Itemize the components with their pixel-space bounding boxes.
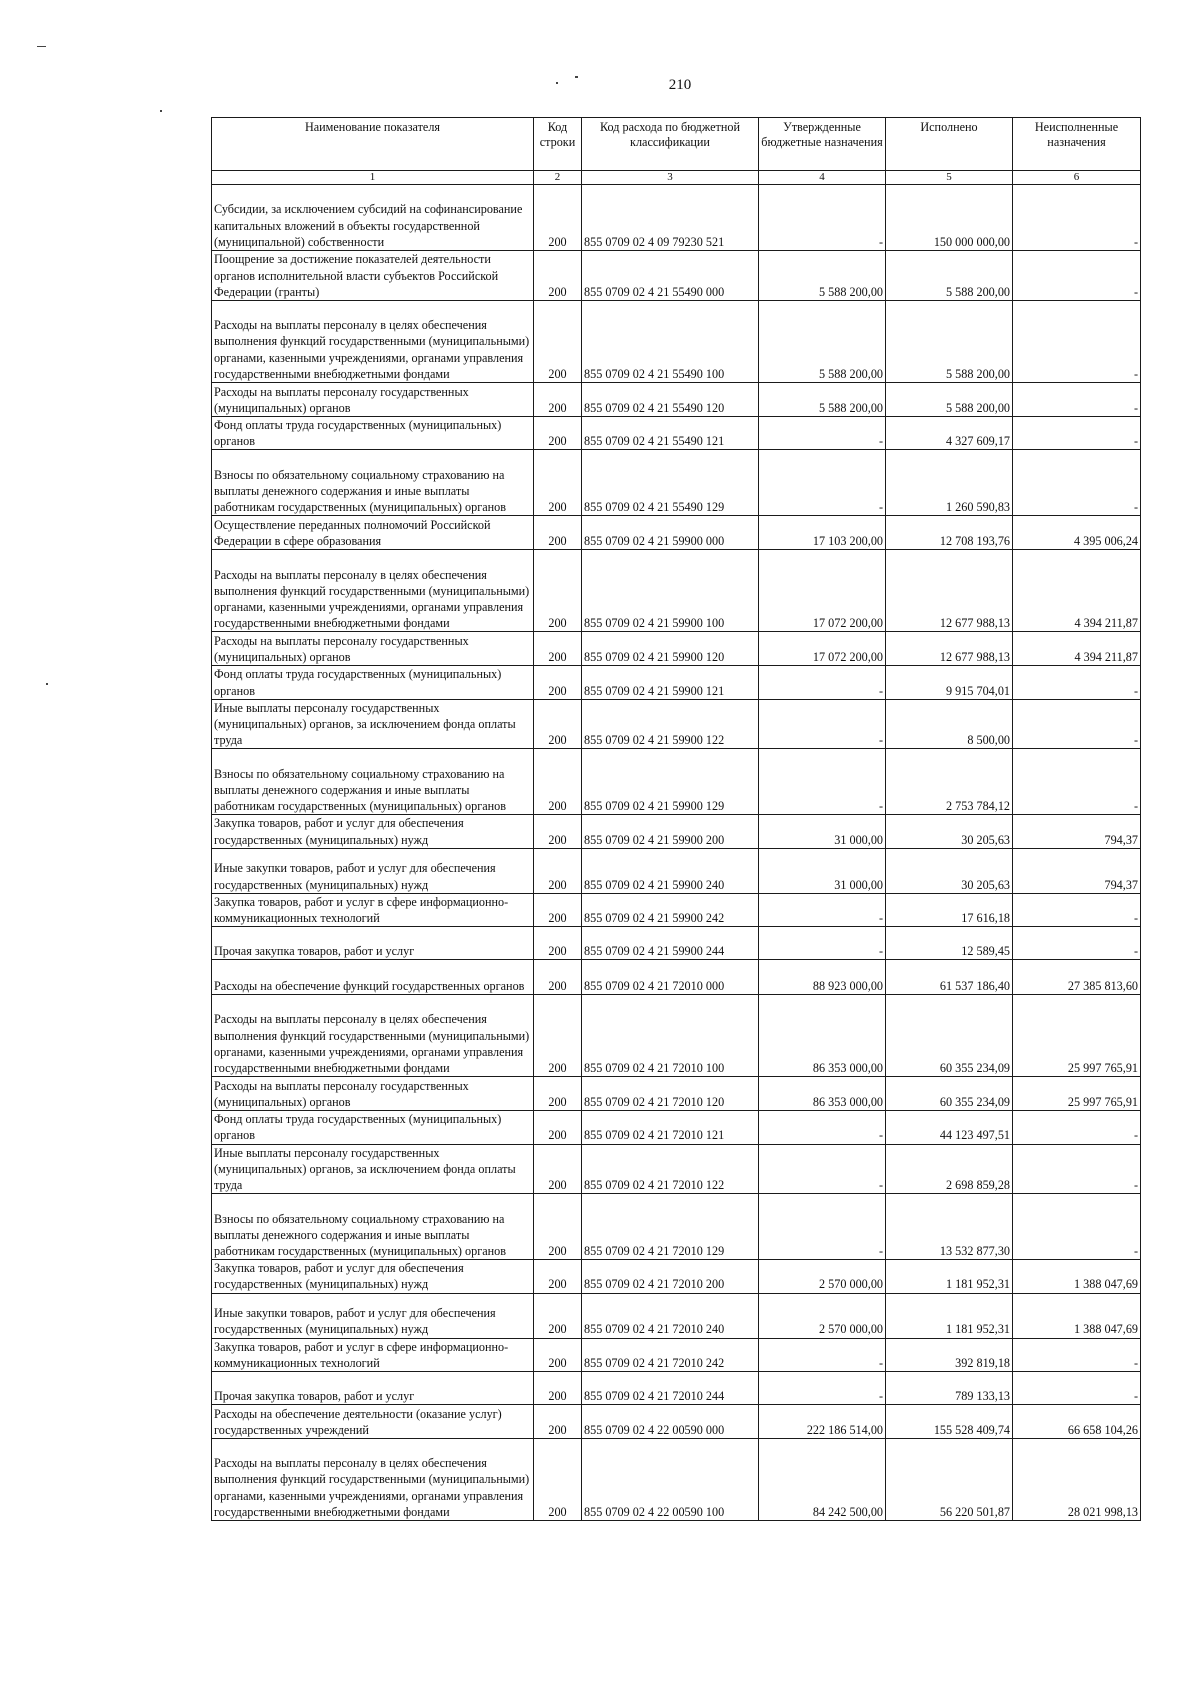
row-line-code: 200 xyxy=(534,1405,582,1439)
table-body xyxy=(212,185,1141,1521)
table-row xyxy=(212,749,1141,815)
header-name: Наименование показателя xyxy=(212,118,534,171)
row-executed-amount: 12 589,45 xyxy=(886,927,1013,960)
header-unexecuted: Неисполненные назначения xyxy=(1013,118,1141,171)
row-unexecuted-amount: 4 395 006,24 xyxy=(1013,516,1141,550)
row-name: Осуществление переданных полномочий Российской Федерации в сфере образования xyxy=(212,516,534,550)
row-line-code: 200 xyxy=(534,516,582,550)
row-approved-amount: - xyxy=(759,1338,886,1371)
row-name: Расходы на выплаты персоналу государственных (муниципальных) органов xyxy=(212,383,534,417)
row-classification-code: 855 0709 02 4 21 59900 122 xyxy=(582,699,759,749)
row-classification-code: 855 0709 02 4 21 72010 120 xyxy=(582,1077,759,1111)
row-executed-amount: 12 677 988,13 xyxy=(886,550,1013,632)
row-line-code: 200 xyxy=(534,550,582,632)
row-classification-code: 855 0709 02 4 21 72010 129 xyxy=(582,1194,759,1260)
row-executed-amount: 12 708 193,76 xyxy=(886,516,1013,550)
row-name: Субсидии, за исключением субсидий на софинансирование капитальных вложений в объекты государственной (муниципальной) собственности xyxy=(212,185,534,251)
row-name: Взносы по обязательному социальному страхованию на выплаты денежного содержания и иные выплаты работникам государственных (муниципальных) органов xyxy=(212,1194,534,1260)
table-row xyxy=(212,699,1141,749)
column-number: 2 xyxy=(534,171,582,185)
row-name: Расходы на выплаты персоналу в целях обеспечения выполнения функций государственными (муниципальными) органами, казенными учреждениями, органами управления государственными внебюджетными фондами xyxy=(212,301,534,383)
table-row xyxy=(212,301,1141,383)
table-row xyxy=(212,893,1141,926)
row-approved-amount: - xyxy=(759,699,886,749)
row-unexecuted-amount: - xyxy=(1013,450,1141,516)
row-unexecuted-amount: - xyxy=(1013,251,1141,301)
row-classification-code: 855 0709 02 4 21 72010 122 xyxy=(582,1144,759,1194)
table-row xyxy=(212,1293,1141,1338)
table-row xyxy=(212,1439,1141,1521)
row-executed-amount: 2 698 859,28 xyxy=(886,1144,1013,1194)
row-unexecuted-amount: - xyxy=(1013,301,1141,383)
row-unexecuted-amount: 66 658 104,26 xyxy=(1013,1405,1141,1439)
row-approved-amount: - xyxy=(759,1111,886,1144)
row-line-code: 200 xyxy=(534,1111,582,1144)
row-executed-amount: 155 528 409,74 xyxy=(886,1405,1013,1439)
header-classification: Код расхода по бюджетной классификации xyxy=(582,118,759,171)
table-row xyxy=(212,995,1141,1077)
row-executed-amount: 1 181 952,31 xyxy=(886,1293,1013,1338)
row-approved-amount: 17 072 200,00 xyxy=(759,632,886,666)
table-row xyxy=(212,516,1141,550)
row-line-code: 200 xyxy=(534,417,582,450)
column-number: 6 xyxy=(1013,171,1141,185)
row-approved-amount: 86 353 000,00 xyxy=(759,1077,886,1111)
row-name: Фонд оплаты труда государственных (муниципальных) органов xyxy=(212,417,534,450)
table-row xyxy=(212,1077,1141,1111)
table-row xyxy=(212,185,1141,251)
row-line-code: 200 xyxy=(534,1194,582,1260)
row-line-code: 200 xyxy=(534,301,582,383)
table-row xyxy=(212,1144,1141,1194)
row-executed-amount: 2 753 784,12 xyxy=(886,749,1013,815)
row-line-code: 200 xyxy=(534,185,582,251)
budget-report-table xyxy=(211,117,1141,1521)
row-name: Закупка товаров, работ и услуг для обеспечения государственных (муниципальных) нужд xyxy=(212,1260,534,1293)
row-classification-code: 855 0709 02 4 21 55490 000 xyxy=(582,251,759,301)
row-approved-amount: 31 000,00 xyxy=(759,815,886,848)
row-classification-code: 855 0709 02 4 21 72010 121 xyxy=(582,1111,759,1144)
column-number: 1 xyxy=(212,171,534,185)
row-classification-code: 855 0709 02 4 21 59900 120 xyxy=(582,632,759,666)
row-approved-amount: 5 588 200,00 xyxy=(759,301,886,383)
row-line-code: 200 xyxy=(534,1338,582,1371)
row-executed-amount: 17 616,18 xyxy=(886,893,1013,926)
row-name: Расходы на выплаты персоналу в целях обеспечения выполнения функций государственными (муниципальными) органами, казенными учреждениями, органами управления государственными внебюджетными фондами xyxy=(212,1439,534,1521)
row-name: Расходы на выплаты персоналу государственных (муниципальных) органов xyxy=(212,1077,534,1111)
scan-mark xyxy=(160,110,162,112)
row-executed-amount: 60 355 234,09 xyxy=(886,995,1013,1077)
row-classification-code: 855 0709 02 4 21 59900 242 xyxy=(582,893,759,926)
row-executed-amount: 9 915 704,01 xyxy=(886,666,1013,699)
row-name: Фонд оплаты труда государственных (муниципальных) органов xyxy=(212,1111,534,1144)
row-executed-amount: 150 000 000,00 xyxy=(886,185,1013,251)
row-classification-code: 855 0709 02 4 21 72010 100 xyxy=(582,995,759,1077)
row-name: Закупка товаров, работ и услуг в сфере информационно-коммуникационных технологий xyxy=(212,893,534,926)
row-unexecuted-amount: - xyxy=(1013,1111,1141,1144)
row-name: Закупка товаров, работ и услуг в сфере информационно-коммуникационных технологий xyxy=(212,1338,534,1371)
table-row xyxy=(212,450,1141,516)
row-unexecuted-amount: 4 394 211,87 xyxy=(1013,550,1141,632)
row-line-code: 200 xyxy=(534,927,582,960)
row-classification-code: 855 0709 02 4 09 79230 521 xyxy=(582,185,759,251)
row-executed-amount: 392 819,18 xyxy=(886,1338,1013,1371)
row-line-code: 200 xyxy=(534,1260,582,1293)
row-line-code: 200 xyxy=(534,1144,582,1194)
row-unexecuted-amount: - xyxy=(1013,185,1141,251)
row-classification-code: 855 0709 02 4 21 55490 129 xyxy=(582,450,759,516)
header-approved: Утвержденные бюджетные назначения xyxy=(759,118,886,171)
row-line-code: 200 xyxy=(534,815,582,848)
table-row xyxy=(212,815,1141,848)
row-unexecuted-amount: 25 997 765,91 xyxy=(1013,995,1141,1077)
row-unexecuted-amount: - xyxy=(1013,383,1141,417)
row-executed-amount: 5 588 200,00 xyxy=(886,383,1013,417)
row-unexecuted-amount: - xyxy=(1013,417,1141,450)
row-approved-amount: 5 588 200,00 xyxy=(759,383,886,417)
row-unexecuted-amount: 1 388 047,69 xyxy=(1013,1293,1141,1338)
page-number: 210 xyxy=(668,77,692,93)
row-unexecuted-amount: 28 021 998,13 xyxy=(1013,1439,1141,1521)
row-name: Расходы на выплаты персоналу в целях обеспечения выполнения функций государственными (муниципальными) органами, казенными учреждениями, органами управления государственными внебюджетными фондами xyxy=(212,995,534,1077)
row-line-code: 200 xyxy=(534,749,582,815)
row-unexecuted-amount: - xyxy=(1013,1372,1141,1405)
row-name: Расходы на выплаты персоналу государственных (муниципальных) органов xyxy=(212,632,534,666)
row-name: Взносы по обязательному социальному страхованию на выплаты денежного содержания и иные выплаты работникам государственных (муниципальных) органов xyxy=(212,749,534,815)
row-unexecuted-amount: - xyxy=(1013,893,1141,926)
row-approved-amount: - xyxy=(759,893,886,926)
row-line-code: 200 xyxy=(534,960,582,995)
row-executed-amount: 5 588 200,00 xyxy=(886,301,1013,383)
row-approved-amount: - xyxy=(759,417,886,450)
row-approved-amount: 17 103 200,00 xyxy=(759,516,886,550)
row-classification-code: 855 0709 02 4 21 59900 121 xyxy=(582,666,759,699)
row-line-code: 200 xyxy=(534,1439,582,1521)
row-executed-amount: 13 532 877,30 xyxy=(886,1194,1013,1260)
row-classification-code: 855 0709 02 4 21 55490 120 xyxy=(582,383,759,417)
row-classification-code: 855 0709 02 4 21 72010 000 xyxy=(582,960,759,995)
row-classification-code: 855 0709 02 4 21 55490 100 xyxy=(582,301,759,383)
row-unexecuted-amount: - xyxy=(1013,699,1141,749)
table-row xyxy=(212,632,1141,666)
row-classification-code: 855 0709 02 4 21 55490 121 xyxy=(582,417,759,450)
row-unexecuted-amount: - xyxy=(1013,1144,1141,1194)
row-approved-amount: 5 588 200,00 xyxy=(759,251,886,301)
row-line-code: 200 xyxy=(534,251,582,301)
column-number: 4 xyxy=(759,171,886,185)
row-executed-amount: 789 133,13 xyxy=(886,1372,1013,1405)
row-classification-code: 855 0709 02 4 21 72010 242 xyxy=(582,1338,759,1371)
row-executed-amount: 44 123 497,51 xyxy=(886,1111,1013,1144)
row-executed-amount: 30 205,63 xyxy=(886,848,1013,893)
row-approved-amount: - xyxy=(759,1144,886,1194)
row-unexecuted-amount: 1 388 047,69 xyxy=(1013,1260,1141,1293)
row-unexecuted-amount: - xyxy=(1013,1194,1141,1260)
row-classification-code: 855 0709 02 4 22 00590 100 xyxy=(582,1439,759,1521)
row-approved-amount: - xyxy=(759,666,886,699)
row-name: Прочая закупка товаров, работ и услуг xyxy=(212,927,534,960)
row-line-code: 200 xyxy=(534,848,582,893)
table-row xyxy=(212,848,1141,893)
table-row xyxy=(212,1194,1141,1260)
row-approved-amount: - xyxy=(759,927,886,960)
row-name: Иные выплаты персоналу государственных (муниципальных) органов, за исключением фонда оплаты труда xyxy=(212,1144,534,1194)
row-line-code: 200 xyxy=(534,632,582,666)
column-number-row xyxy=(212,171,1141,185)
row-approved-amount: - xyxy=(759,1194,886,1260)
row-approved-amount: - xyxy=(759,450,886,516)
row-executed-amount: 5 588 200,00 xyxy=(886,251,1013,301)
row-line-code: 200 xyxy=(534,1293,582,1338)
table-row xyxy=(212,666,1141,699)
row-unexecuted-amount: - xyxy=(1013,666,1141,699)
row-line-code: 200 xyxy=(534,893,582,926)
row-classification-code: 855 0709 02 4 21 59900 200 xyxy=(582,815,759,848)
header-line-code: Код строки xyxy=(534,118,582,171)
row-unexecuted-amount: - xyxy=(1013,927,1141,960)
row-line-code: 200 xyxy=(534,699,582,749)
header-row xyxy=(212,118,1141,171)
table-row xyxy=(212,1338,1141,1371)
table-row xyxy=(212,251,1141,301)
row-classification-code: 855 0709 02 4 21 59900 100 xyxy=(582,550,759,632)
table-row xyxy=(212,383,1141,417)
row-name: Иные выплаты персоналу государственных (муниципальных) органов, за исключением фонда оплаты труда xyxy=(212,699,534,749)
row-name: Расходы на обеспечение функций государственных органов xyxy=(212,960,534,995)
row-classification-code: 855 0709 02 4 21 59900 244 xyxy=(582,927,759,960)
row-classification-code: 855 0709 02 4 21 59900 000 xyxy=(582,516,759,550)
row-executed-amount: 1 181 952,31 xyxy=(886,1260,1013,1293)
column-number: 5 xyxy=(886,171,1013,185)
row-approved-amount: 17 072 200,00 xyxy=(759,550,886,632)
row-approved-amount: 2 570 000,00 xyxy=(759,1293,886,1338)
row-approved-amount: 222 186 514,00 xyxy=(759,1405,886,1439)
row-executed-amount: 56 220 501,87 xyxy=(886,1439,1013,1521)
header-executed: Исполнено xyxy=(886,118,1013,171)
row-classification-code: 855 0709 02 4 21 72010 244 xyxy=(582,1372,759,1405)
scan-mark xyxy=(37,46,46,47)
row-unexecuted-amount: 4 394 211,87 xyxy=(1013,632,1141,666)
row-name: Прочая закупка товаров, работ и услуг xyxy=(212,1372,534,1405)
row-executed-amount: 4 327 609,17 xyxy=(886,417,1013,450)
row-classification-code: 855 0709 02 4 21 59900 240 xyxy=(582,848,759,893)
row-approved-amount: 31 000,00 xyxy=(759,848,886,893)
row-line-code: 200 xyxy=(534,666,582,699)
row-name: Иные закупки товаров, работ и услуг для обеспечения государственных (муниципальных) нужд xyxy=(212,1293,534,1338)
row-unexecuted-amount: 27 385 813,60 xyxy=(1013,960,1141,995)
row-approved-amount: - xyxy=(759,185,886,251)
row-unexecuted-amount: 794,37 xyxy=(1013,815,1141,848)
row-name: Закупка товаров, работ и услуг для обеспечения государственных (муниципальных) нужд xyxy=(212,815,534,848)
scan-mark xyxy=(46,683,48,685)
row-approved-amount: - xyxy=(759,1372,886,1405)
table-row xyxy=(212,927,1141,960)
row-line-code: 200 xyxy=(534,1077,582,1111)
row-executed-amount: 1 260 590,83 xyxy=(886,450,1013,516)
row-executed-amount: 30 205,63 xyxy=(886,815,1013,848)
row-name: Расходы на обеспечение деятельности (оказание услуг) государственных учреждений xyxy=(212,1405,534,1439)
column-number: 3 xyxy=(582,171,759,185)
row-name: Фонд оплаты труда государственных (муниципальных) органов xyxy=(212,666,534,699)
row-line-code: 200 xyxy=(534,1372,582,1405)
table-row xyxy=(212,1260,1141,1293)
row-classification-code: 855 0709 02 4 22 00590 000 xyxy=(582,1405,759,1439)
row-approved-amount: 2 570 000,00 xyxy=(759,1260,886,1293)
table-row xyxy=(212,1111,1141,1144)
row-name: Поощрение за достижение показателей деятельности органов исполнительной власти субъектов Российской Федерации (гранты) xyxy=(212,251,534,301)
row-unexecuted-amount: 794,37 xyxy=(1013,848,1141,893)
table-row xyxy=(212,1372,1141,1405)
row-approved-amount: 84 242 500,00 xyxy=(759,1439,886,1521)
row-name: Иные закупки товаров, работ и услуг для обеспечения государственных (муниципальных) нужд xyxy=(212,848,534,893)
row-line-code: 200 xyxy=(534,995,582,1077)
table-row xyxy=(212,550,1141,632)
row-executed-amount: 60 355 234,09 xyxy=(886,1077,1013,1111)
table-row xyxy=(212,1405,1141,1439)
row-classification-code: 855 0709 02 4 21 59900 129 xyxy=(582,749,759,815)
row-executed-amount: 12 677 988,13 xyxy=(886,632,1013,666)
row-unexecuted-amount: - xyxy=(1013,1338,1141,1371)
row-line-code: 200 xyxy=(534,383,582,417)
row-executed-amount: 61 537 186,40 xyxy=(886,960,1013,995)
row-name: Расходы на выплаты персоналу в целях обеспечения выполнения функций государственными (муниципальными) органами, казенными учреждениями, органами управления государственными внебюджетными фондами xyxy=(212,550,534,632)
row-unexecuted-amount: - xyxy=(1013,749,1141,815)
row-classification-code: 855 0709 02 4 21 72010 240 xyxy=(582,1293,759,1338)
row-executed-amount: 8 500,00 xyxy=(886,699,1013,749)
row-name: Взносы по обязательному социальному страхованию на выплаты денежного содержания и иные выплаты работникам государственных (муниципальных) органов xyxy=(212,450,534,516)
row-line-code: 200 xyxy=(534,450,582,516)
table-row xyxy=(212,960,1141,995)
row-approved-amount: - xyxy=(759,749,886,815)
table-row xyxy=(212,417,1141,450)
row-classification-code: 855 0709 02 4 21 72010 200 xyxy=(582,1260,759,1293)
row-approved-amount: 88 923 000,00 xyxy=(759,960,886,995)
row-approved-amount: 86 353 000,00 xyxy=(759,995,886,1077)
row-unexecuted-amount: 25 997 765,91 xyxy=(1013,1077,1141,1111)
